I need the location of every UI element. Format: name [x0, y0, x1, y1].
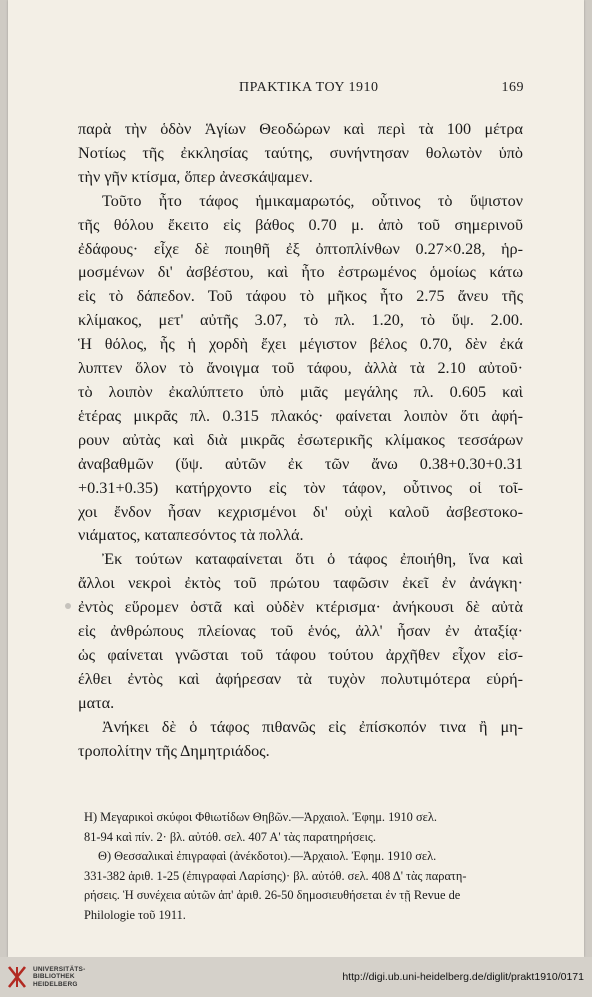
page-number: 169	[501, 80, 524, 95]
body-text	[78, 118, 523, 763]
text-line: εἰς ἀνθρώπους πλείονας τοῦ ἑνός, ἀλλ' ἦσαν ἐν ἀταξίᾳ·	[78, 622, 523, 641]
text-line: +0.31+0.35) κατήρχοντο εἰς τὸν τάφον, οὗτινος οἱ τοῖ-	[78, 478, 523, 497]
text-line: λυπτεν ὅλον τὸ ἄνοιγμα τοῦ τάφου, ἀλλὰ τὰ 2.10 αὐτοῦ·	[78, 359, 523, 378]
library-name-line3: HEIDELBERG	[33, 980, 78, 988]
document-page	[8, 0, 584, 957]
text-line: παρὰ τὴν ὁδὸν Ἁγίων Θεοδώρων καὶ περὶ τὰ 100 μέτρα	[78, 120, 523, 138]
text-line: έλθει ἐντὸς καὶ ἀφήρεσαν τὰ τυχὸν πολυτιμότερα εὑρή-	[78, 669, 523, 688]
text-line: ἀναβαθμῶν (ὕψ. αὐτῶν ἐκ τῶν ἄνω 0.38+0.30+0.31	[78, 454, 523, 473]
text-line: τὴν γῆν κτίσμα, ὅπερ ἀνεσκάψαμεν.	[78, 167, 313, 186]
permalink-url[interactable]: http://digi.ub.uni-heidelberg.de/diglit/prakt1910/0171	[342, 971, 584, 983]
text-line: χοι ἔνδον ἦσαν κεχρισμένοι δι' οὐχὶ καλοῦ ἀσβεστοκο-	[78, 502, 523, 521]
library-name-line2: BIBLIOTHEK	[33, 973, 75, 981]
footnote-line: 331-382 ἀριθ. 1-25 (ἐπιγραφαὶ Λαρίσης)· βλ. αὐτόθ. σελ. 408 Δ' τὰς παρατη-	[84, 868, 467, 883]
text-line: νιάματος, καταπεσόντος τὰ πολλά.	[78, 526, 304, 545]
library-name	[33, 966, 85, 989]
text-line: Ἐκ τούτων καταφαίνεται ὅτι ὁ τάφος ἐποιήθη, ἵνα καὶ	[102, 550, 523, 569]
running-title: ΠΡΑΚΤΙΚΑ ΤΟΥ 1910	[239, 80, 379, 95]
text-line: τὸ λοιπὸν ἐκαλύπτετο ὑπὸ μιᾶς μεγάλης πλ. 0.605 καὶ	[78, 382, 523, 401]
footnote-line: Philologie τοῦ 1911.	[84, 907, 186, 922]
heidelberg-logo-icon	[7, 965, 27, 989]
footnote-line: ρήσεις. Ἡ συνέχεια αὐτῶν ἀπ' ἀριθ. 26-50 δημοσιευθήσεται ἐν τῇ Revue de	[84, 888, 461, 902]
footnote-line: 81-94 καὶ πίν. 2· βλ. αὐτόθ. σελ. 407 Α' τὰς παρατηρήσεις.	[84, 829, 376, 844]
library-name-line1: UNIVERSITÄTS-	[33, 965, 86, 973]
text-line: Τοῦτο ἦτο τάφος ἡμικαμαρωτός, οὗτινος τὸ ὕψιστον	[102, 191, 523, 210]
text-line: ἐδάφους· εἶχε δὲ ποιηθῆ ἐξ ὀπτοπλίνθων 0.27×0.28, ἡρ-	[78, 239, 523, 258]
text-line: ὡς φαίνεται γνῶσται τοῦ τάφου τούτου ἀρχῆθεν εἶχον εἰσ-	[78, 645, 523, 664]
footnote-line: Θ) Θεσσαλικαὶ ἐπιγραφαὶ (ἀνέκδοτοι).—Ἀρχαιολ. Ἐφημ. 1910 σελ.	[98, 849, 437, 863]
text-line: τροπολίτην τῆς Δημητριάδος.	[78, 741, 270, 760]
text-line: κλίμακος, μετ' αὐτῆς 3.07, τὸ πλ. 1.20, τὸ ὕψ. 2.00.	[78, 311, 523, 330]
library-logo[interactable]	[7, 965, 85, 989]
text-line: τῆς θόλου ἔκειτο εἰς βάθος 0.70 μ. ἀπὸ τοῦ σημερινοῦ	[78, 215, 523, 234]
text-line: ἑτέρας μικρᾶς πλ. 0.315 πλακός· φαίνεται λοιπὸν ὅτι ἀφή-	[78, 406, 523, 425]
text-line: μοσμένων δι' ἀσβέστου, καὶ ἦτο ἐστρωμένος ὁμοίως κάτω	[78, 263, 523, 282]
text-line: ἐντὸς εὕρομεν ὀστᾶ καὶ οὐδὲν κτέρισμα· ἀνήκουσι δὲ αὐτὰ	[78, 598, 523, 617]
text-line: ματα.	[78, 693, 115, 712]
running-header	[84, 80, 524, 96]
text-line: ἄλλοι νεκροὶ ἐκτὸς τοῦ πρώτου ταφῶσιν ἐκεῖ ἐν ἀνάγκη·	[78, 574, 523, 593]
footnotes	[84, 808, 524, 925]
text-line: Νοτίως τῆς ἐκκλησίας ταύτης, συνήντησαν θολωτὸν ὑπὸ	[78, 143, 523, 162]
text-line: Ἀνήκει δὲ ὁ τάφος πιθανῶς εἰς ἐπίσκοπόν τινα ἢ μη-	[102, 717, 523, 736]
text-line: ρουν αὐτὰς καὶ διὰ μικρᾶς ἐσωτερικῆς κλίμακος τεσσάρων	[78, 430, 523, 449]
footer-bar	[0, 957, 592, 997]
margin-dot-mark	[65, 603, 71, 609]
text-line: εἰς τὸ δάπεδον. Τοῦ τάφου τὸ μῆκος ἦτο 2.75 ἄνευ τῆς	[78, 287, 523, 306]
text-line: Ἡ θόλος, ἧς ἡ χορδὴ ἔχει μέγιστον βέλος 0.70, δὲν ἐκά	[78, 335, 523, 354]
footnote-line: Η) Μεγαρικοὶ σκύφοι Φθιωτίδων Θηβῶν.—Ἀρχαιολ. Ἐφημ. 1910 σελ.	[84, 810, 437, 824]
